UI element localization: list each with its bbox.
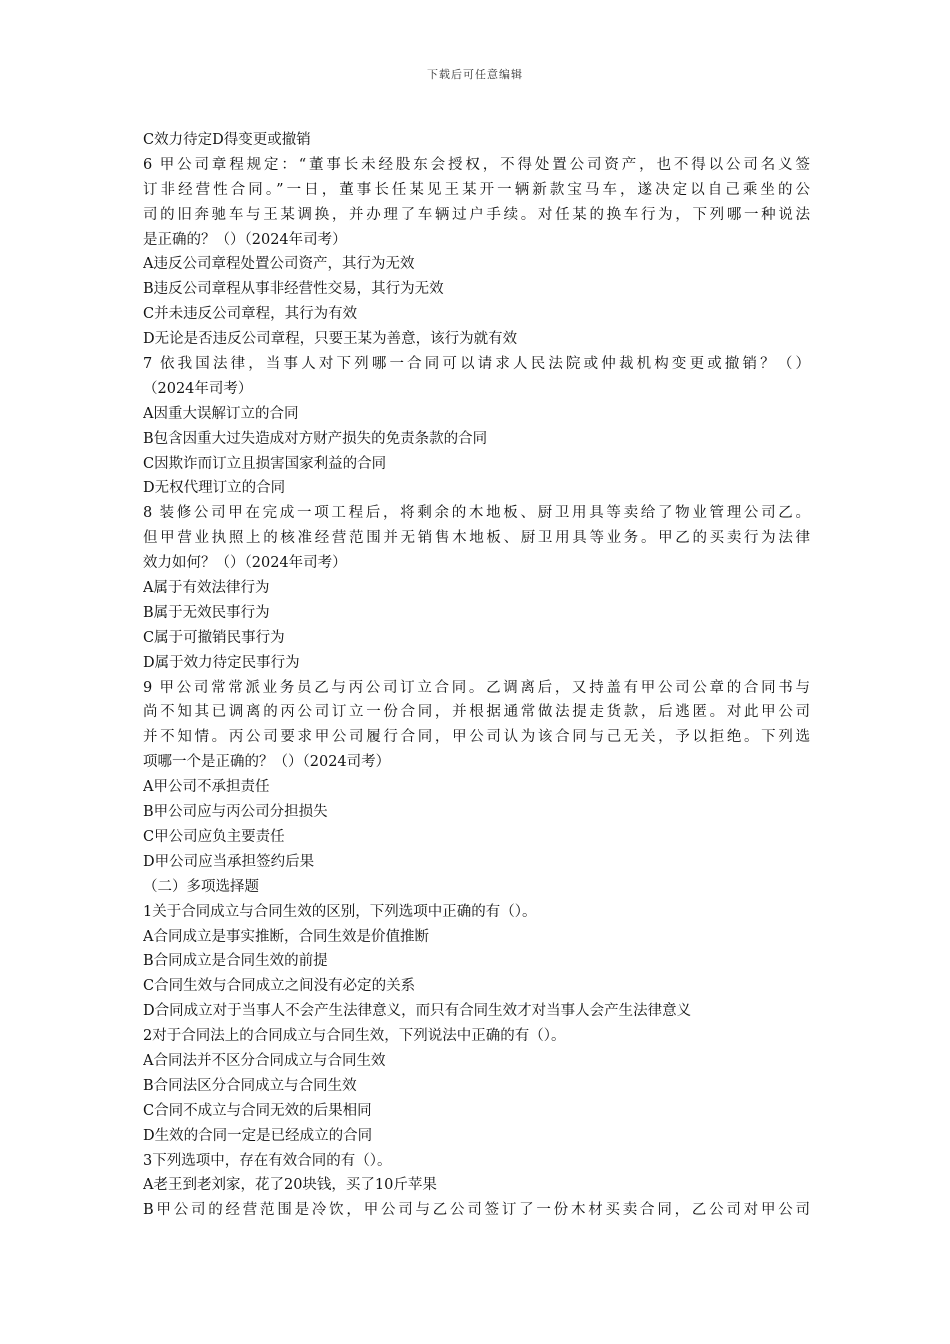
text-line: C并未违反公司章程，其行为有效	[143, 306, 358, 323]
document-body	[143, 128, 810, 1223]
text-line: D属于效力待定民事行为	[143, 654, 300, 671]
text-line: 7 依我国法律，当事人对下列哪一合同可以请求人民法院或仲裁机构变更或撤销？（）	[143, 356, 810, 373]
text-line: B合同成立是合同生效的前提	[143, 953, 328, 970]
text-line: B合同法区分合同成立与合同生效	[143, 1077, 357, 1094]
text-line: 1关于合同成立与合同生效的区别，下列选项中正确的有（）。	[143, 903, 537, 920]
text-line: 8 装修公司甲在完成一项工程后，将剩余的木地板、厨卫用具等卖给了物业管理公司乙。	[143, 505, 810, 522]
text-line: C合同不成立与合同无效的后果相同	[143, 1102, 372, 1119]
text-line: D合同成立对于当事人不会产生法律意义，而只有合同生效才对当事人会产生法律意义	[143, 1003, 692, 1020]
text-line: A属于有效法律行为	[143, 580, 270, 597]
text-line: 3下列选项中，存在有效合同的有（）。	[143, 1152, 392, 1169]
text-line: 2对于合同法上的合同成立与合同生效，下列说法中正确的有（）。	[143, 1028, 566, 1045]
text-line: B甲公司应与丙公司分担损失	[143, 804, 328, 821]
text-line: C甲公司应负主要责任	[143, 828, 285, 845]
section-heading: （二）多项选择题	[143, 878, 259, 895]
text-line: 并不知情。丙公司要求甲公司履行合同，甲公司认为该合同与己无关，予以拒绝。下列选	[143, 729, 810, 746]
text-line: D无论是否违反公司章程，只要王某为善意，该行为就有效	[143, 331, 518, 348]
text-line: 项哪一个是正确的？（）（2024司考）	[143, 754, 391, 771]
text-line: （2024年司考）	[143, 380, 253, 397]
text-line: B甲公司的经营范围是冷饮，甲公司与乙公司签订了一份木材买卖合同，乙公司对甲公司	[143, 1202, 810, 1219]
text-line: 是正确的？（）（2024年司考）	[143, 231, 347, 248]
text-line: 司的旧奔驰车与王某调换，并办理了车辆过户手续。对任某的换车行为，下列哪一种说法	[143, 206, 810, 223]
text-line: C效力待定D得变更或撤销	[143, 132, 311, 148]
text-line: D无权代理订立的合同	[143, 480, 286, 497]
text-line: A因重大误解订立的合同	[143, 405, 299, 422]
text-line: 6 甲公司章程规定：“董事长未经股东会授权，不得处置公司资产，也不得以公司名义签	[143, 156, 810, 173]
text-line: C合同生效与合同成立之间没有必定的关系	[143, 978, 416, 995]
text-line: A违反公司章程处置公司资产，其行为无效	[143, 256, 415, 273]
text-line: D甲公司应当承担签约后果	[143, 853, 315, 870]
page-header: 下载后可任意编辑	[427, 68, 523, 81]
text-line: B违反公司章程从事非经营性交易，其行为无效	[143, 281, 444, 298]
text-line: D生效的合同一定是已经成立的合同	[143, 1127, 373, 1144]
text-line: 效力如何？（）（2024年司考）	[143, 555, 347, 572]
text-line: B包含因重大过失造成对方财产损失的免责条款的合同	[143, 430, 488, 447]
text-line: B属于无效民事行为	[143, 604, 270, 621]
text-line: A合同成立是事实推断，合同生效是价值推断	[143, 928, 429, 945]
text-line: 尚不知其已调离的丙公司订立一份合同，并根据通常做法提走货款，后逃匿。对此甲公司	[143, 704, 810, 721]
text-line: 但甲营业执照上的核准经营范围并无销售木地板、厨卫用具等业务。甲乙的买卖行为法律	[143, 530, 810, 547]
text-line: C因欺诈而订立且损害国家利益的合同	[143, 455, 387, 472]
text-line: 9 甲公司常常派业务员乙与丙公司订立合同。乙调离后，又持盖有甲公司公章的合同书与	[143, 679, 810, 696]
text-line: A合同法并不区分合同成立与合同生效	[143, 1052, 386, 1069]
text-line: A甲公司不承担责任	[143, 779, 270, 796]
text-line: 订非经营性合同。”一日，董事长任某见王某开一辆新款宝马车，遂决定以自己乘坐的公	[143, 181, 810, 198]
text-line: C属于可撤销民事行为	[143, 629, 285, 646]
text-line: A老王到老刘家，花了20块钱，买了10斤苹果	[143, 1177, 437, 1194]
